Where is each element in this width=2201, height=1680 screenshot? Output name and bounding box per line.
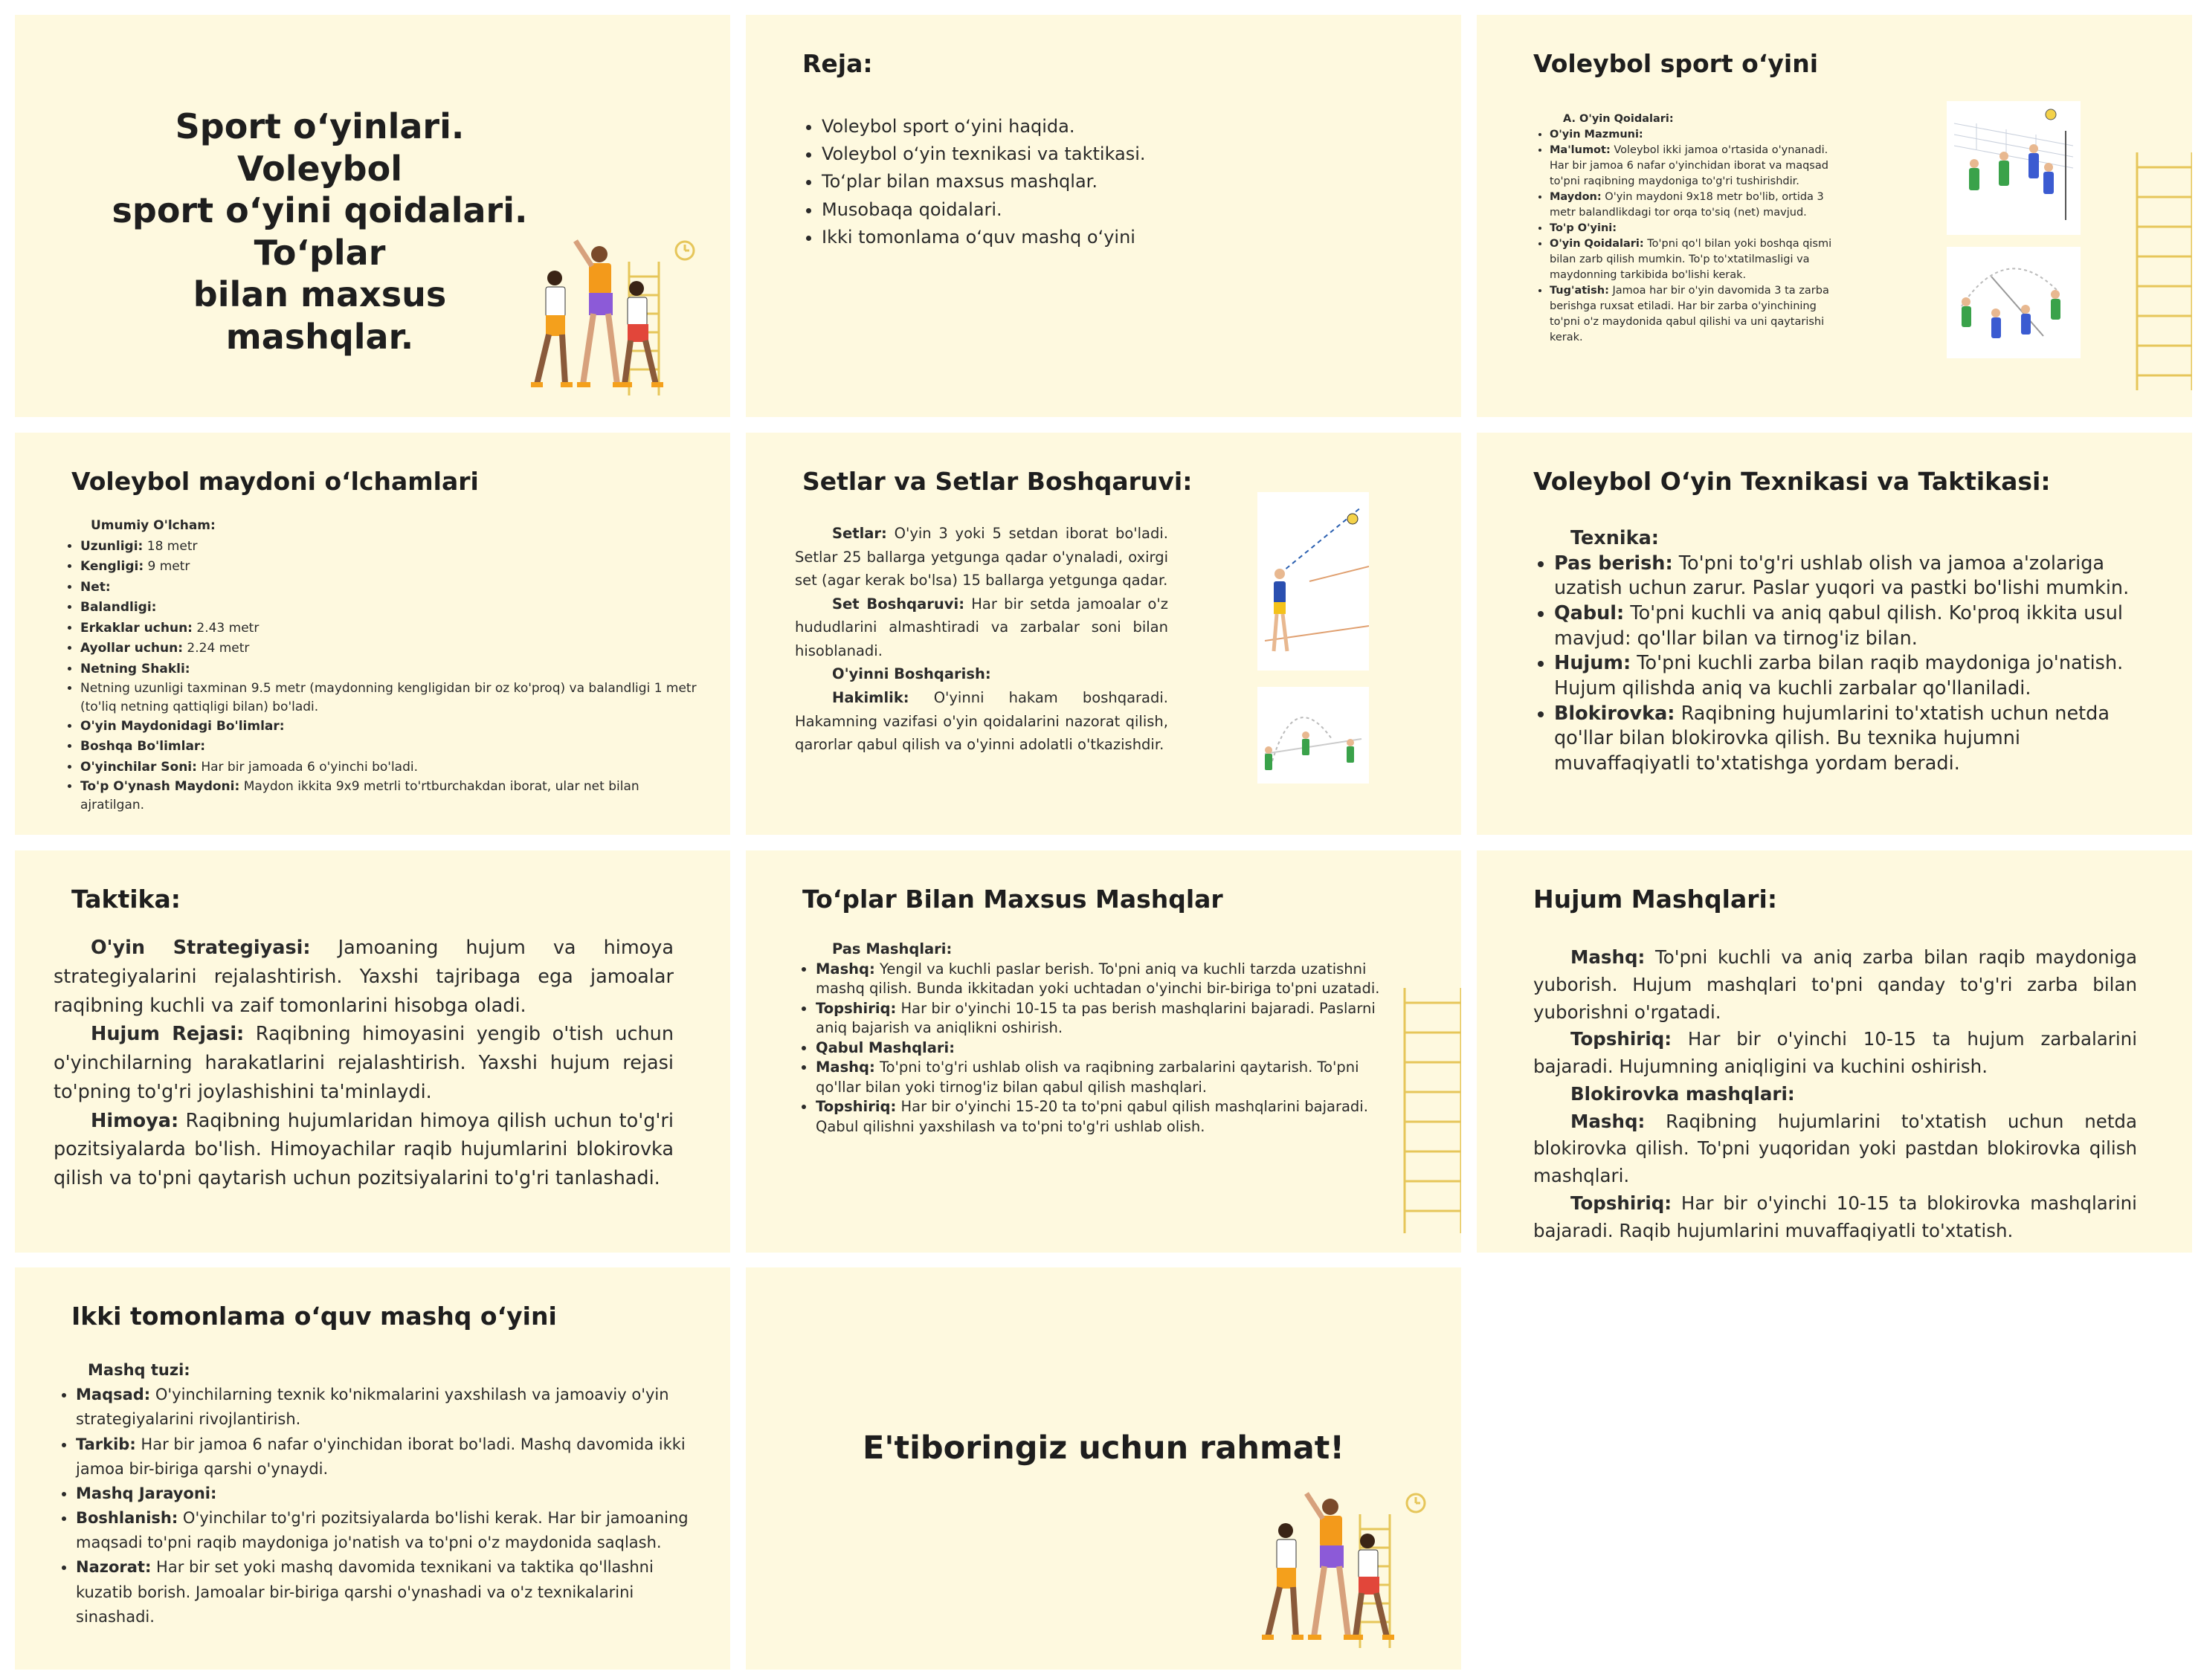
sets-text xyxy=(795,522,1168,757)
paragraph: Hakimlik: O'yinni hakam boshqaradi. Hakamning vazifasi o'yin qoidalarini nazorat qilish, qarorlar qabul qilish va o'yinni adolatli o'tkazishdir. xyxy=(795,689,1168,754)
volleyball-net-illustration xyxy=(1947,101,2081,235)
paragraph: Set Boshqaruvi: Har bir setda jamoalar o'z hududlarini almashtiradi va zarbalar soni bilan hisoblanadi. xyxy=(795,595,1168,659)
list-item: • Uzunligi: 18 metr xyxy=(80,537,700,558)
list-item: • Boshqa Bo'limlar: xyxy=(80,737,700,757)
paragraph: Topshiriq: Har bir o'yinchi 10-15 ta blokirovka mashqlarini bajaradi. Raqib hujumlarini muvaffaqiyatli to'xtatish. xyxy=(1533,1192,2137,1241)
list-item: • Netning uzunligi taxminan 9.5 metr (maydonning kengligidan bir oz ko'proq) va balandligi 1 metr (to'liq netning qattiqligi bilan) bo'ladi. xyxy=(80,679,700,716)
plan-item: • Musobaqa qoidalari. xyxy=(822,196,1412,224)
section-heading: Umumiy O'lcham: xyxy=(91,518,216,533)
technique-text xyxy=(1533,526,2136,777)
list-item: • Netning Shakli: xyxy=(80,659,700,680)
slide-tactics xyxy=(15,850,730,1253)
list-item: • O'yin Maydonidagi Bo'limlar: xyxy=(80,717,700,737)
section-heading: Texnika: xyxy=(1570,527,1660,549)
slide-court-dimensions xyxy=(15,433,730,835)
list-item: • Maydon: O'yin maydoni 9x18 metr bo'lib, ortida 3 metr balandlikdagi tor orqa to'siq (net) mavjud. xyxy=(1550,190,1838,221)
list-item: • Topshiriq: Har bir o'yinchi 10-15 ta pas berish mashqlarini bajaradi. Paslarni aniq bajarish va aniqlikni oshirish. xyxy=(816,999,1390,1038)
slide-volleyball-rules xyxy=(1477,15,2192,417)
volleyball-spike-illustration xyxy=(1257,492,1369,671)
slide-title xyxy=(15,15,730,417)
list-item: • O'yin Mazmuni: xyxy=(1550,127,1838,143)
list-item: • Kengligi: 9 metr xyxy=(80,557,700,578)
list-item: • Qabul Mashqlari: xyxy=(816,1038,1390,1059)
list-item: • Net: xyxy=(80,578,700,598)
slide-title: Taktika: xyxy=(71,885,181,914)
slide-plan xyxy=(746,15,1461,417)
list-item: • Ayollar uchun: 2.24 metr xyxy=(80,639,700,659)
paragraph: O'yinni Boshqarish: xyxy=(832,665,991,683)
volleyball-play-illustration xyxy=(1947,247,2081,358)
tactics-text xyxy=(54,934,674,1193)
rules-text xyxy=(1533,112,1838,346)
presentation-title: Sport o‘yinlari. Voleybol sport o‘yini qoidalari. To‘plar bilan maxsus mashqlar. xyxy=(112,106,528,357)
paragraph: Blokirovka mashqlari: xyxy=(1570,1082,1795,1105)
list-item: • Ma'lumot: Voleybol ikki jamoa o'rtasida o'ynanadi. Har bir jamoa 6 nafar o'yinchidan iborat va maqsad to'pni raqibning maydoniga to'g'ri tushirishdir. xyxy=(1550,143,1838,190)
list-item: • Blokirovka: Raqibning hujumlarini to'xtatish uchun netda qo'llar bilan blokirovka qilish. Bu texnika hujumni muvaffaqiyatli to'xtatishga yordam beradi. xyxy=(1554,702,2136,777)
slide-sets xyxy=(746,433,1461,835)
list-item: • Nazorat: Har bir set yoki mashq davomida texnikani va taktika qo'llashni kuzatib borish. Jamoalar bir-biriga qarshi o'ynashadi va o'z texnikalarini sinashadi. xyxy=(76,1555,696,1629)
list-item: • Boshlanish: O'yinchilar to'g'ri pozitsiyalarda bo'lishi kerak. Har bir jamoaning maqsadi to'pni raqib maydoniga jo'natish va to'pni o'z maydonida saqlash. xyxy=(76,1506,696,1555)
list-item: • Tarkib: Har bir jamoa 6 nafar o'yinchidan iborat bo'ladi. Mashq davomida ikki jamoa bir-biriga qarshi o'ynaydi. xyxy=(76,1432,696,1482)
exercise-illustration xyxy=(518,232,711,403)
list-item: • Hujum: To'pni kuchli zarba bilan raqib maydoniga jo'natish. Hujum qilishda aniq va kuchli zarbalar qo'llaniladi. xyxy=(1554,651,2136,701)
volleyball-drill-illustration xyxy=(1257,687,1369,784)
list-item: • O'yinchilar Soni: Har bir jamoada 6 o'yinchi bo'ladi. xyxy=(80,757,700,778)
practice-text xyxy=(57,1358,696,1629)
slide-thanks xyxy=(746,1267,1461,1670)
list-item: • Mashq Jarayoni: xyxy=(76,1482,696,1506)
list-item: • Mashq: Yengil va kuchli paslar berish. To'pni aniq va kuchli tarzda uzatishni mashq qilish. Bunda ikkitadan yoki uchtadan o'yinchi bir-biriga to'pni uzatadi. xyxy=(816,960,1390,999)
list-item: • Balandligi: xyxy=(80,598,700,618)
paragraph: Mashq: To'pni kuchli va aniq zarba bilan raqib maydoniga yuborish. Hujum mashqlari to'pni qanday to'g'ri zarba bilan yuborishni o'rgatadi. xyxy=(1533,946,2137,1023)
ladder-decoration xyxy=(1400,988,1461,1233)
slide-technique xyxy=(1477,433,2192,835)
paragraph: Mashq: Raqibning hujumlarini to'xtatish uchun netda blokirovka qilish. To'pni yuqoridan yoki pastdan blokirovka qilish mashqlari. xyxy=(1533,1110,2137,1186)
attack-text xyxy=(1533,944,2137,1244)
slide-practice-game xyxy=(15,1267,730,1670)
plan-item: • To‘plar bilan maxsus mashqlar. xyxy=(822,168,1412,196)
paragraph: Himoya: Raqibning hujumlaridan himoya qilish uchun to'g'ri pozitsiyalarda bo'lish. Himoyachilar raqib hujumlarini blokirovka qilish va to'pni qaytarish uchun pozitsiyalarini to'g'ri tanlashadi. xyxy=(54,1109,674,1189)
ladder-decoration xyxy=(2133,152,2192,390)
slide-title: Ikki tomonlama o‘quv mashq o‘yini xyxy=(71,1302,557,1331)
list-item: • O'yin Qoidalari: To'pni qo'l bilan yoki boshqa qismi bilan zarb qilish mumkin. To'p to'xtatilmasligi va maydonning tarkibida bo'lishi kerak. xyxy=(1550,236,1838,283)
slide-title: Voleybol maydoni o‘lchamlari xyxy=(71,467,479,496)
thanks-text: E'tiboringiz uchun rahmat! xyxy=(863,1429,1344,1467)
list-item: • Topshiriq: Har bir o'yinchi 15-20 ta to'pni qabul qilish mashqlarini bajaradi. Qabul qilishni yaxshilash va to'pni to'g'ri ushlab olish. xyxy=(816,1097,1390,1137)
slide-ball-drills xyxy=(746,850,1461,1253)
slide-title: Hujum Mashqlari: xyxy=(1533,885,1778,914)
slide-title: Voleybol O‘yin Texnikasi va Taktikasi: xyxy=(1533,467,2051,496)
list-item: • Erkaklar uchun: 2.43 metr xyxy=(80,618,700,639)
list-item: • Tug'atish: Jamoa har bir o'yin davomida 3 ta zarba berishga ruxsat etiladi. Har bir zarba o'yinchining to'pni o'z maydonida qabul qilishi va uni qaytarishi kerak. xyxy=(1550,283,1838,346)
list-item: • Qabul: To'pni kuchli va aniq qabul qilish. Ko'proq ikkita usul mavjud: qo'llar bilan va tirnog'iz bilan. xyxy=(1554,601,2136,651)
plan-item: • Voleybol o‘yin texnikasi va taktikasi. xyxy=(822,140,1412,168)
paragraph: Setlar: O'yin 3 yoki 5 setdan iborat bo'ladi. Setlar 25 ballarga yetgunga qadar o'ynaladi, oxirgi set (agar kerak bo'lsa) 15 ballarga yetgunga qadar. xyxy=(795,525,1168,589)
paragraph: Topshiriq: Har bir o'yinchi 10-15 ta hujum zarbalarini bajaradi. Hujumning aniqligini va kuchini oshirish. xyxy=(1533,1028,2137,1077)
list-item: • To'p O'yini: xyxy=(1550,221,1838,236)
plan-item: • Ikki tomonlama o‘quv mashq o‘yini xyxy=(822,224,1412,251)
slide-title: Reja: xyxy=(802,49,873,78)
slide-attack-drills xyxy=(1477,850,2192,1253)
slide-title: Setlar va Setlar Boshqaruvi: xyxy=(802,467,1193,496)
slide-title: Voleybol sport o‘yini xyxy=(1533,49,1819,78)
paragraph: Hujum Rejasi: Raqibning himoyasini yengib o'tish uchun o'yinchilarning harakatlarini rejalashtirish. Yaxshi hujum rejasi to'pning to'g'ri joylashishini ta'minlaydi. xyxy=(54,1023,674,1103)
section-heading: A. O'yin Qoidalari: xyxy=(1563,113,1674,125)
exercise-illustration xyxy=(1248,1484,1442,1655)
paragraph: O'yin Strategiyasi: Jamoaning hujum va himoya strategiyalarini rejalashtirish. Yaxshi tajribaga ega jamoalar raqibning kuchli va zaif tomonlarini hisobga oladi. xyxy=(54,937,674,1017)
section-heading: Mashq tuzi: xyxy=(88,1361,190,1379)
list-item: • Mashq: To'pni to'g'ri ushlab olish va raqibning zarbalarini qaytarish. To'pni qo'llar bilan yoki tirnog'iz bilan qabul qilish mashqlari. xyxy=(816,1058,1390,1097)
drills-text xyxy=(795,940,1390,1137)
plan-item: • Voleybol sport o‘yini haqida. xyxy=(822,113,1412,140)
list-item: • Maqsad: O'yinchilarning texnik ko'nikmalarini yaxshilash va jamoaviy o'yin strategiyalarini rivojlantirish. xyxy=(76,1383,696,1432)
dimensions-text xyxy=(61,516,700,814)
list-item: • Pas berish: To'pni to'g'ri ushlab olish va jamoa a'zolariga uzatish uchun zarur. Paslar yuqori va pastki bo'lishi mumkin. xyxy=(1554,552,2136,601)
slide-title: To‘plar Bilan Maxsus Mashqlar xyxy=(802,885,1223,914)
section-heading: Pas Mashqlari: xyxy=(832,940,953,957)
list-item: • To'p O'ynash Maydoni: Maydon ikkita 9x9 metrli to'rtburchakdan iborat, ular net bilan ajratilgan. xyxy=(80,778,660,814)
plan-list xyxy=(802,113,1412,251)
